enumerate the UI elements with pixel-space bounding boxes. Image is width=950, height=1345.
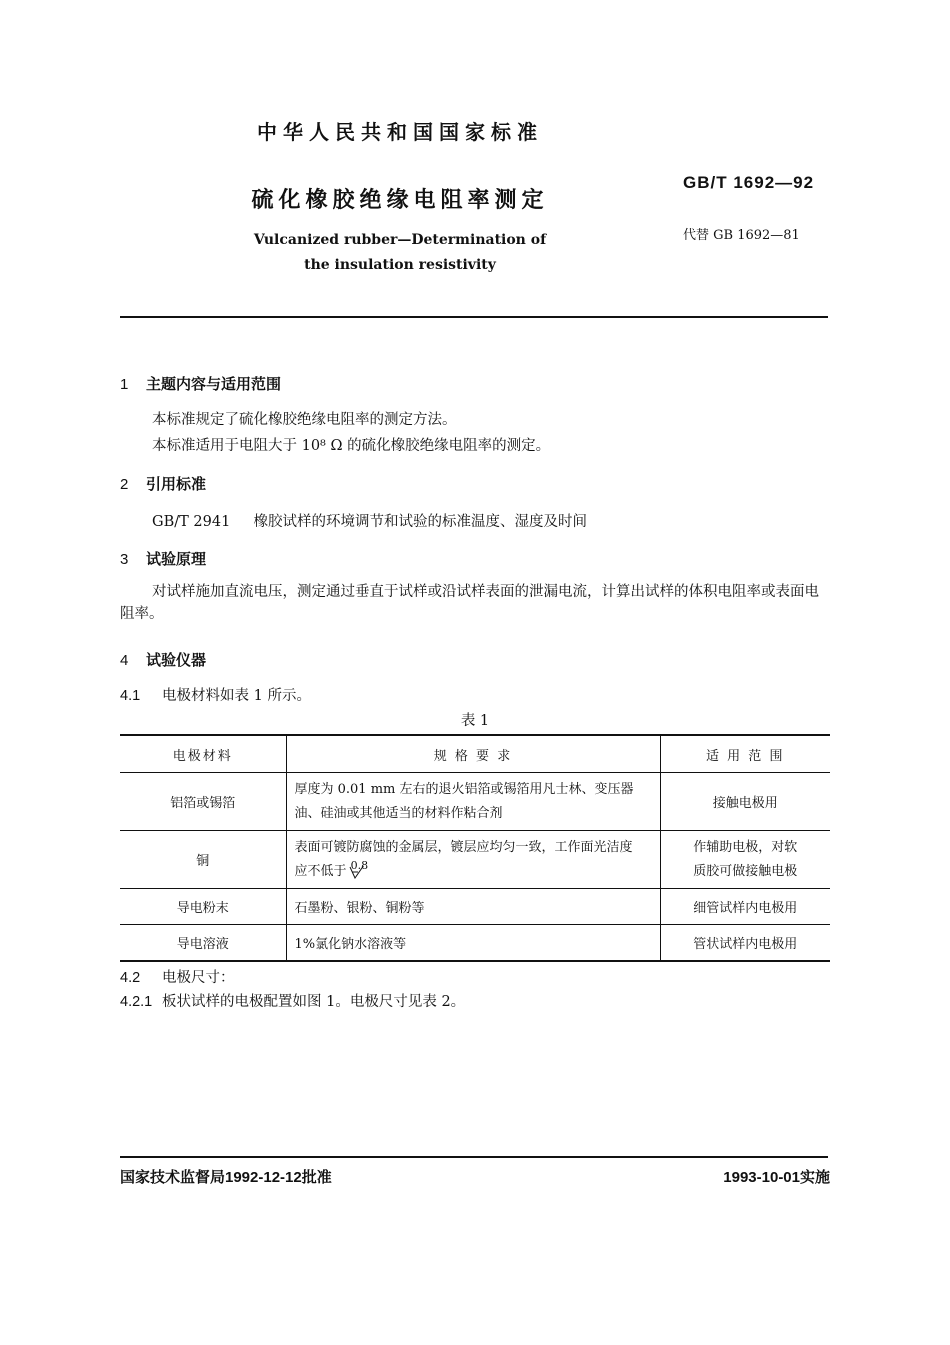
spec-cell: 石墨粉、银粉、铜粉等	[286, 889, 660, 925]
finish-value: 0.8	[350, 858, 369, 872]
english-title-line1: Vulcanized rubber—Determination of	[253, 232, 547, 248]
section-title: 试验仪器	[146, 652, 207, 669]
reference-title: 橡胶试样的环境调节和试验的标准温度、湿度及时间	[253, 514, 588, 530]
usage-line: 质胶可做接触电极	[693, 863, 798, 879]
clause-number: 4.2	[120, 970, 141, 986]
section-title: 主题内容与适用范围	[146, 376, 282, 393]
spec-line: 应不低于	[294, 863, 347, 879]
section-number: 4	[120, 652, 129, 669]
usage-cell: 接触电极用	[660, 773, 830, 831]
clause-number: 4.2.1	[120, 994, 153, 1010]
normative-reference	[152, 510, 587, 531]
section-number: 2	[120, 476, 129, 493]
approval-date: 国家技术监督局1992-12-12批准	[120, 1169, 332, 1186]
section-1-para-2: 本标准适用于电阻大于 10⁸ Ω 的硫化橡胶绝缘电阻率的测定。	[152, 438, 551, 454]
table-header-row	[120, 735, 830, 773]
clause-text: 电极尺寸：	[162, 970, 235, 986]
usage-cell: 管状试样内电极用	[660, 925, 830, 961]
section-1-para-1: 本标准规定了硫化橡胶绝缘电阻率的测定方法。	[152, 412, 457, 428]
standard-code: GB/T 1692—92	[683, 173, 815, 192]
section-number: 1	[120, 376, 129, 393]
table-row	[120, 831, 830, 889]
column-header-spec: 规 格 要 求	[286, 735, 660, 773]
table-row	[120, 925, 830, 961]
clause-4-2-1	[120, 990, 465, 1011]
clause-4-1	[120, 684, 311, 705]
replaces-standard: 代替 GB 1692—81	[683, 228, 800, 243]
section-number: 3	[120, 551, 129, 568]
effective-date: 1993-10-01实施	[723, 1169, 830, 1186]
surface-finish-symbol	[351, 854, 369, 878]
clause-text: 电极材料如表 1 所示。	[162, 688, 311, 704]
section-3-para: 对试样施加直流电压，测定通过垂直于试样或沿试样表面的泄漏电流，计算出试样的体积电阻率或表面电阻率。	[120, 584, 819, 622]
section-1-heading	[120, 373, 281, 394]
issuing-organization: 中华人民共和国国家标准	[257, 120, 543, 144]
footer-divider	[120, 1156, 828, 1158]
column-header-usage: 适 用 范 围	[660, 735, 830, 773]
material-cell: 铝箔或锡箔	[120, 773, 286, 831]
usage-cell: 细管试样内电极用	[660, 889, 830, 925]
section-title: 引用标准	[146, 476, 207, 493]
electrode-materials-table	[120, 734, 830, 962]
section-2-heading	[120, 473, 206, 494]
reference-code: GB/T 2941	[152, 514, 231, 530]
english-title-line2: the insulation resistivity	[304, 257, 496, 273]
spec-line: 油、硅油或其他适当的材料作粘合剂	[294, 805, 503, 821]
section-title: 试验原理	[146, 551, 207, 568]
spec-cell	[286, 831, 660, 889]
clause-4-2	[120, 966, 235, 987]
section-4-heading	[120, 649, 206, 670]
spec-line-with-finish	[295, 860, 652, 884]
spec-cell	[286, 773, 660, 831]
clause-number: 4.1	[120, 688, 141, 704]
section-3-heading	[120, 548, 206, 569]
table-1-caption: 表 1	[460, 713, 490, 729]
spec-line: 厚度为 0.01 mm 左右的退火铝箔或锡箔用凡士林、变压器	[294, 781, 634, 797]
header-divider	[120, 316, 828, 318]
document-title: 硫化橡胶绝缘电阻率测定	[251, 187, 549, 213]
table-row	[120, 773, 830, 831]
material-cell: 导电粉末	[120, 889, 286, 925]
roughness-check-icon	[349, 866, 365, 880]
column-header-material: 电极材料	[120, 735, 286, 773]
material-cell: 导电溶液	[120, 925, 286, 961]
usage-line: 作辅助电极，对软	[693, 839, 798, 855]
spec-cell: 1%氯化钠水溶液等	[286, 925, 660, 961]
table-row	[120, 889, 830, 925]
spec-line: 表面可镀防腐蚀的金属层，镀层应均匀一致，工作面光洁度	[294, 839, 633, 855]
clause-text: 板状试样的电极配置如图 1。电极尺寸见表 2。	[162, 994, 466, 1010]
material-cell: 铜	[120, 831, 286, 889]
usage-cell	[660, 831, 830, 889]
